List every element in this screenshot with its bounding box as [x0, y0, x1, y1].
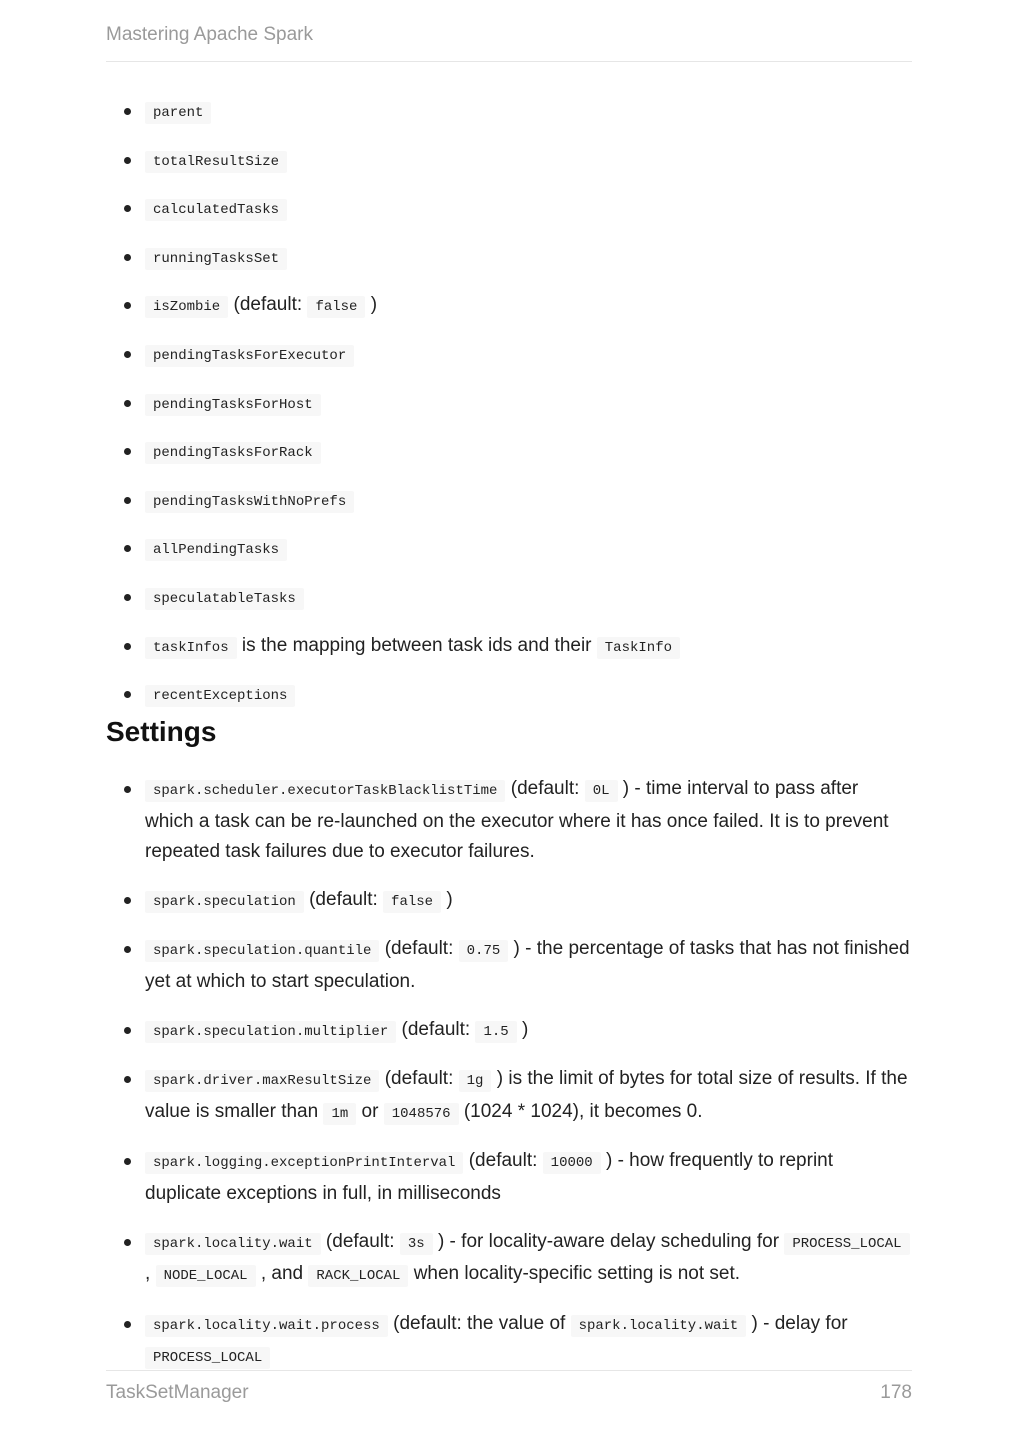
settings-list — [106, 774, 912, 1391]
item-text: (default: — [379, 1068, 459, 1090]
setting-list-item — [106, 1309, 912, 1374]
item-text: (default: — [228, 294, 308, 316]
field-list-item — [106, 290, 912, 322]
item-text: (default: — [505, 778, 585, 799]
field-list-item — [106, 436, 912, 468]
field-list-item — [106, 388, 912, 420]
setting-list-item — [106, 934, 912, 997]
field-list-item — [106, 679, 912, 711]
item-text: , and — [255, 1263, 309, 1285]
inline-code: spark.speculation.quantile — [145, 940, 379, 962]
inline-code: 1m — [323, 1103, 356, 1125]
inline-code: pendingTasksForHost — [145, 394, 321, 416]
setting-list-item — [106, 1146, 912, 1209]
field-list-item — [106, 242, 912, 274]
inline-code: spark.locality.wait — [571, 1315, 747, 1337]
item-text: (default: — [463, 1150, 543, 1172]
inline-code: isZombie — [145, 296, 228, 318]
inline-code: spark.scheduler.executorTaskBlacklistTime — [145, 780, 505, 802]
section-heading-settings: Settings — [106, 716, 217, 747]
item-text: is the mapping between task ids and their — [236, 634, 597, 656]
setting-list-item — [106, 1064, 912, 1129]
field-list-item — [106, 485, 912, 517]
item-text: (default: — [320, 1230, 400, 1252]
field-list-item — [106, 631, 912, 663]
setting-list-item — [106, 1227, 912, 1292]
inline-code: 0.75 — [459, 940, 509, 962]
inline-code: runningTasksSet — [145, 248, 287, 270]
inline-code: totalResultSize — [145, 151, 287, 173]
field-list-item — [106, 582, 912, 614]
inline-code: 3s — [400, 1233, 433, 1255]
inline-code: 1.5 — [475, 1021, 516, 1043]
item-text: (default: the value of — [387, 1312, 571, 1334]
inline-code: spark.driver.maxResultSize — [145, 1070, 379, 1092]
setting-list-item — [106, 774, 912, 868]
item-text: , — [145, 1263, 156, 1285]
inline-code: speculatableTasks — [145, 588, 304, 610]
field-list-item — [106, 96, 912, 128]
footer-divider — [106, 1370, 912, 1371]
inline-code: spark.logging.exceptionPrintInterval — [145, 1152, 463, 1174]
inline-code: spark.speculation — [145, 891, 304, 913]
item-text: ) - the percentage of tasks that has not finished yet at which to start speculation. — [145, 938, 910, 992]
inline-code: taskInfos — [145, 637, 237, 659]
inline-code: calculatedTasks — [145, 199, 287, 221]
item-text: or — [356, 1100, 384, 1122]
inline-code: false — [383, 891, 441, 913]
inline-code: parent — [145, 102, 211, 124]
inline-code: NODE_LOCAL — [156, 1265, 256, 1287]
task-set-manager-fields-list — [106, 96, 912, 728]
item-text: ) - time interval to pass after which a task can be re-launched on the executor where it has once failed. It is to prevent repeated task failures due to executor failures. — [145, 778, 889, 863]
item-text: ) - how frequently to reprint duplicate exceptions in full, in milliseconds — [145, 1150, 834, 1204]
inline-code: PROCESS_LOCAL — [145, 1347, 270, 1369]
item-text: ) — [441, 888, 453, 910]
item-text: (default: — [396, 1018, 476, 1040]
inline-code: pendingTasksForExecutor — [145, 345, 354, 367]
inline-code: 10000 — [543, 1152, 601, 1174]
inline-code: 1g — [459, 1070, 492, 1092]
inline-code: PROCESS_LOCAL — [784, 1233, 909, 1255]
item-text: ) - delay for — [746, 1312, 848, 1334]
field-list-item — [106, 533, 912, 565]
item-text: (default: — [379, 938, 459, 960]
item-text: ) is the limit of bytes for total size of results. If the value is smaller than — [145, 1068, 908, 1122]
inline-code: TaskInfo — [597, 637, 680, 659]
field-list-item — [106, 145, 912, 177]
field-list-item — [106, 193, 912, 225]
item-text: (1024 * 1024), it becomes 0. — [458, 1100, 703, 1122]
inline-code: spark.locality.wait — [145, 1233, 321, 1255]
inline-code: RACK_LOCAL — [308, 1265, 408, 1287]
inline-code: pendingTasksForRack — [145, 442, 321, 464]
inline-code: allPendingTasks — [145, 539, 287, 561]
inline-code: spark.speculation.multiplier — [145, 1021, 396, 1043]
inline-code: spark.locality.wait.process — [145, 1315, 388, 1337]
running-header: Mastering Apache Spark — [106, 24, 314, 45]
item-text: ) — [365, 294, 378, 316]
inline-code: false — [307, 296, 365, 318]
item-text: ) — [516, 1018, 529, 1040]
item-text: ) - for locality-aware delay scheduling for — [432, 1230, 785, 1252]
item-text: (default: — [303, 888, 384, 910]
inline-code: recentExceptions — [145, 685, 295, 707]
header-divider — [106, 61, 912, 62]
field-list-item — [106, 339, 912, 371]
footer-chapter-title: TaskSetManager — [106, 1382, 249, 1403]
page-number: 178 — [880, 1382, 912, 1403]
inline-code: pendingTasksWithNoPrefs — [145, 491, 354, 513]
inline-code: 1048576 — [384, 1103, 459, 1125]
setting-list-item — [106, 885, 912, 918]
setting-list-item — [106, 1015, 912, 1048]
inline-code: 0L — [585, 780, 618, 802]
item-text: when locality-specific setting is not set. — [408, 1263, 741, 1285]
